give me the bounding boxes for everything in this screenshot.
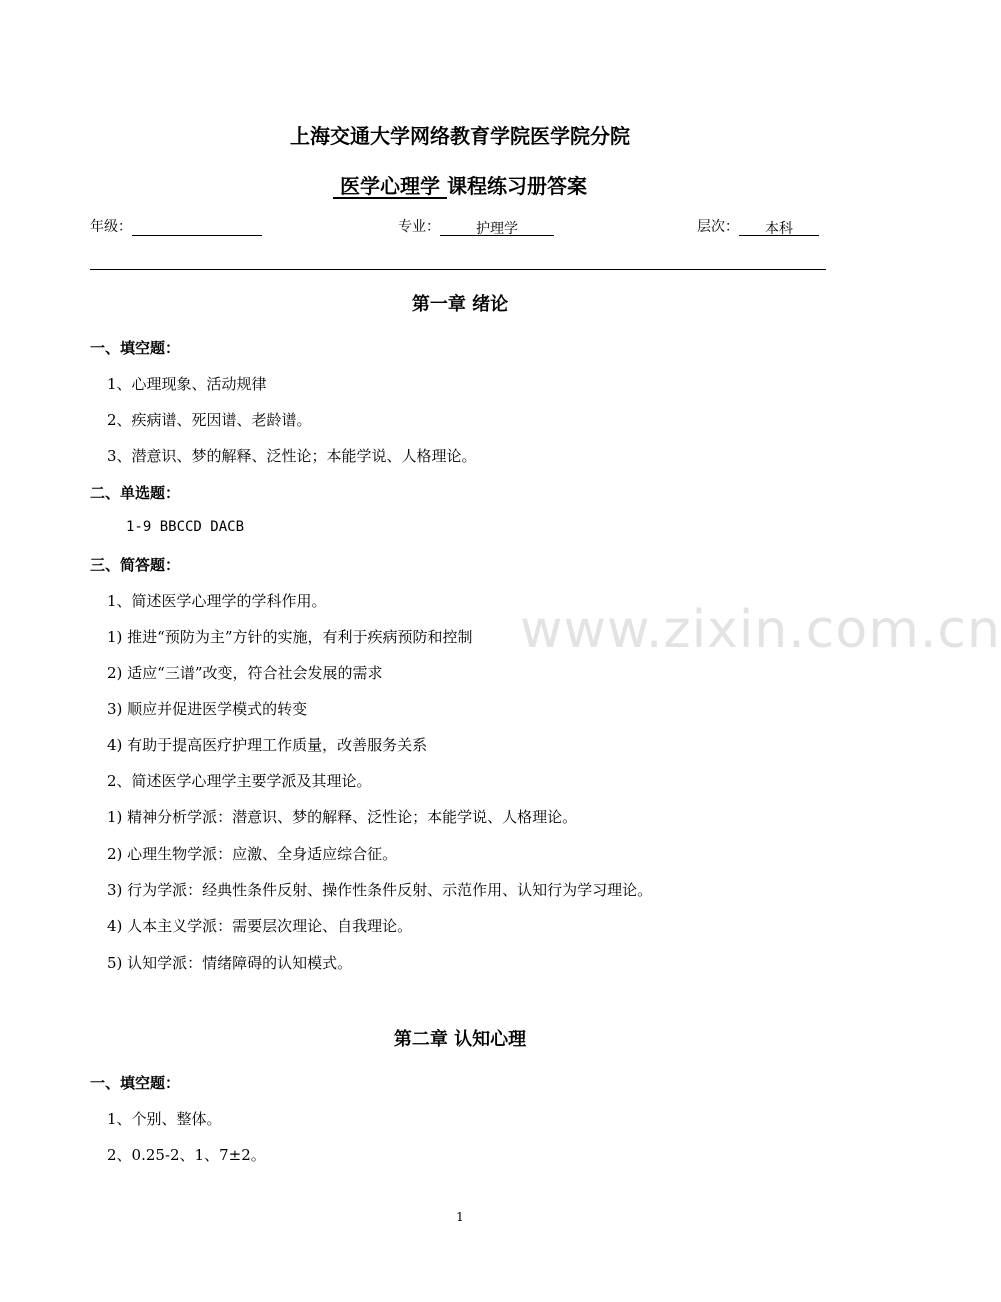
ch2-fill-item-1: 1、个别、整体。 bbox=[107, 1110, 222, 1128]
course-title bbox=[0, 170, 920, 199]
ch1-fill-item-2: 2、疾病谱、死因谱、老龄谱。 bbox=[107, 411, 312, 429]
header-divider bbox=[90, 269, 826, 270]
grade-field bbox=[90, 216, 262, 236]
course-suffix: 课程练习册答案 bbox=[446, 174, 587, 198]
ch1-fill-item-1: 1、心理现象、活动规律 bbox=[107, 375, 267, 393]
ch2-fill-blank-heading: 一、填空题： bbox=[90, 1074, 181, 1092]
major-value: 护理学 bbox=[440, 218, 554, 236]
ch1-single-choice-answer: 1-9 BBCCD DACB bbox=[126, 519, 245, 535]
grade-label: 年级： bbox=[90, 219, 132, 235]
ch1-q1-point-2: 2) 适应“三谱”改变，符合社会发展的需求 bbox=[107, 664, 383, 682]
ch1-question-2: 2、简述医学心理学主要学派及其理论。 bbox=[107, 772, 372, 790]
page-number: 1 bbox=[456, 1210, 464, 1224]
ch1-q2-point-2: 2) 心理生物学派：应激、全身适应综合征。 bbox=[107, 845, 398, 863]
level-field bbox=[697, 216, 819, 236]
level-label: 层次： bbox=[697, 219, 739, 235]
major-field bbox=[398, 216, 554, 236]
course-name: 医学心理学 bbox=[340, 174, 440, 198]
institution-title: 上海交通大学网络教育学院医学院分院 bbox=[290, 124, 630, 148]
ch1-question-1: 1、简述医学心理学的学科作用。 bbox=[107, 592, 327, 610]
ch1-single-choice-heading: 二、单选题： bbox=[90, 484, 181, 502]
ch1-q2-point-3: 3) 行为学派：经典性条件反射、操作性条件反射、示范作用、认知行为学习理论。 bbox=[107, 881, 653, 899]
ch1-q1-point-3: 3) 顺应并促进医学模式的转变 bbox=[107, 700, 308, 718]
ch1-q2-point-4: 4) 人本主义学派：需要层次理论、自我理论。 bbox=[107, 917, 413, 935]
ch1-fill-blank-heading: 一、填空题： bbox=[90, 339, 181, 357]
ch1-q2-point-1: 1) 精神分析学派：潜意识、梦的解释、泛性论；本能学说、人格理论。 bbox=[107, 808, 578, 826]
chapter-2-title: 第二章 认知心理 bbox=[393, 1029, 527, 1050]
grade-value bbox=[132, 218, 262, 236]
ch1-fill-item-3: 3、潜意识、梦的解释、泛性论；本能学说、人格理论。 bbox=[107, 447, 477, 465]
ch1-q1-point-4: 4) 有助于提高医疗护理工作质量，改善服务关系 bbox=[107, 736, 428, 754]
chapter-1-title: 第一章 绪论 bbox=[411, 294, 509, 315]
ch1-q2-point-5: 5) 认知学派：情绪障碍的认知模式。 bbox=[107, 954, 353, 972]
watermark: www.zixin.com.cn bbox=[520, 600, 1001, 660]
level-value: 本科 bbox=[739, 218, 819, 236]
ch2-fill-item-2: 2、0.25-2、1、7±2。 bbox=[107, 1146, 266, 1164]
ch1-short-answer-heading: 三、简答题： bbox=[90, 556, 181, 574]
major-label: 专业： bbox=[398, 219, 440, 235]
ch1-q1-point-1: 1) 推进“预防为主”方针的实施，有利于疾病预防和控制 bbox=[107, 628, 473, 646]
